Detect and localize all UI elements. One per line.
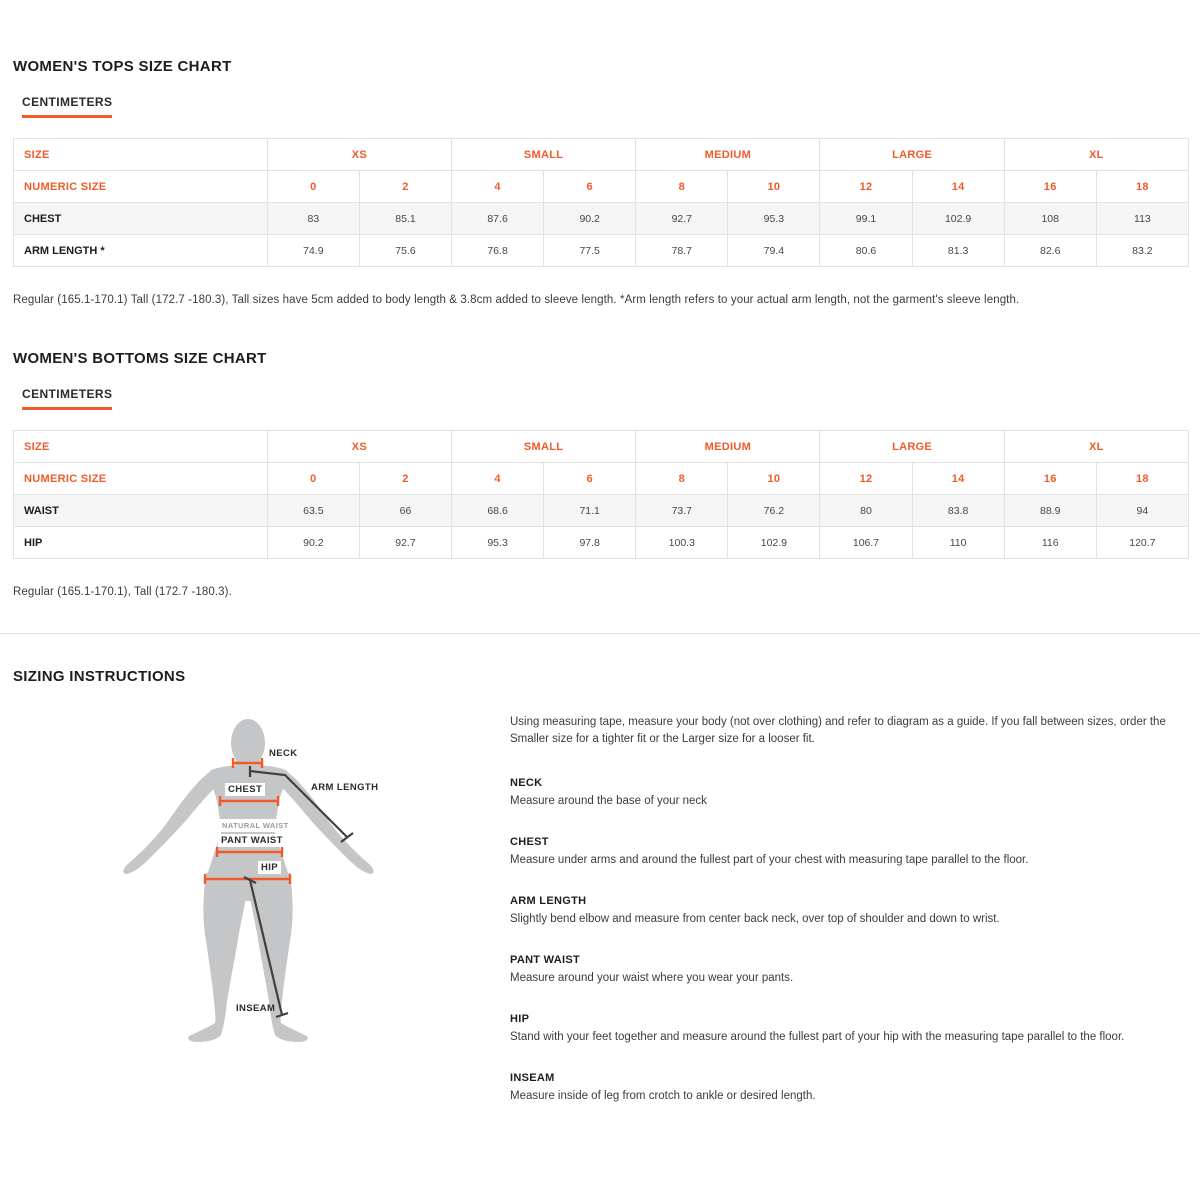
size-group-cell: MEDIUM — [636, 431, 820, 463]
instruction-text: Measure inside of leg from crotch to ankle or desired length. — [510, 1090, 816, 1102]
sizing-intro-text: Using measuring tape, measure your body (not over clothing) and refer to diagram as a guide. If you fall between sizes, order the Smaller size for a tighter fit or the Larger size for a looser fit. — [510, 716, 1166, 745]
measurement-value-cell: 90.2 — [267, 527, 359, 559]
numeric-size-cell: 10 — [728, 171, 820, 203]
numeric-size-cell: 12 — [820, 463, 912, 495]
measurement-value-cell: 108 — [1004, 203, 1096, 235]
numeric-size-cell: 4 — [452, 171, 544, 203]
measurement-value-cell: 95.3 — [728, 203, 820, 235]
tops-chart-title: WOMEN'S TOPS SIZE CHART — [13, 58, 232, 75]
measurement-value-cell: 68.6 — [452, 495, 544, 527]
numeric-size-cell: 0 — [267, 463, 359, 495]
measurement-value-cell: 100.3 — [636, 527, 728, 559]
sizing-instructions-title: SIZING INSTRUCTIONS — [13, 668, 186, 685]
size-corner-label: SIZE — [14, 139, 268, 171]
measurement-value-cell: 63.5 — [267, 495, 359, 527]
numeric-size-cell: 10 — [728, 463, 820, 495]
measurement-row — [14, 495, 1189, 527]
instruction-text: Measure around your waist where you wear your pants. — [510, 972, 794, 984]
instruction-item — [510, 836, 1169, 866]
measurement-value-cell: 71.1 — [544, 495, 636, 527]
numeric-size-cell: 18 — [1096, 171, 1188, 203]
measurement-row — [14, 235, 1189, 267]
measurement-value-cell: 87.6 — [452, 203, 544, 235]
numeric-size-row — [14, 463, 1189, 495]
measurement-row-label: WAIST — [14, 495, 268, 527]
instruction-text: Measure around the base of your neck — [510, 795, 707, 807]
instruction-text: Slightly bend elbow and measure from center back neck, over top of shoulder and down to wrist. — [510, 913, 1000, 925]
measurement-value-cell: 92.7 — [359, 527, 451, 559]
measurement-value-cell: 81.3 — [912, 235, 1004, 267]
measurement-value-cell: 85.1 — [359, 203, 451, 235]
size-group-cell: SMALL — [452, 431, 636, 463]
measurement-value-cell: 83 — [267, 203, 359, 235]
size-corner-label: SIZE — [14, 431, 268, 463]
numeric-size-cell: 16 — [1004, 463, 1096, 495]
diagram-column — [13, 701, 510, 1102]
instruction-label: PANT WAIST — [510, 954, 581, 966]
size-group-cell: XS — [267, 139, 451, 171]
bottoms-chart-note: Regular (165.1-170.1), Tall (172.7 -180.3). — [13, 586, 232, 598]
measurement-value-cell: 73.7 — [636, 495, 728, 527]
diagram-natural-waist-label: NATURAL WAIST — [216, 819, 295, 832]
instruction-item — [510, 954, 1169, 984]
bottoms-chart-title: WOMEN'S BOTTOMS SIZE CHART — [13, 350, 267, 367]
measurement-value-cell: 95.3 — [452, 527, 544, 559]
size-group-row — [14, 139, 1189, 171]
sizing-instructions-section — [13, 701, 1187, 1102]
numeric-size-cell: 16 — [1004, 171, 1096, 203]
instruction-label: CHEST — [510, 836, 549, 848]
instruction-item — [510, 777, 1169, 807]
measurement-value-cell: 79.4 — [728, 235, 820, 267]
numeric-size-cell: 6 — [544, 463, 636, 495]
size-group-row — [14, 431, 1189, 463]
silhouette-left-arm — [123, 771, 216, 874]
numeric-size-cell: 6 — [544, 171, 636, 203]
numeric-size-cell: 18 — [1096, 463, 1188, 495]
size-group-cell: XL — [1004, 139, 1188, 171]
instruction-label: INSEAM — [510, 1072, 555, 1084]
measurement-value-cell: 88.9 — [1004, 495, 1096, 527]
measurement-row-label: HIP — [14, 527, 268, 559]
numeric-size-cell: 12 — [820, 171, 912, 203]
measurement-value-cell: 97.8 — [544, 527, 636, 559]
numeric-size-label: NUMERIC SIZE — [14, 463, 268, 495]
diagram-arm-length-label: ARM LENGTH — [311, 782, 379, 793]
diagram-pant-waist-label: PANT WAIST — [218, 834, 286, 847]
measurement-value-cell: 83.2 — [1096, 235, 1188, 267]
numeric-size-cell: 2 — [359, 463, 451, 495]
numeric-size-cell: 0 — [267, 171, 359, 203]
instruction-label: ARM LENGTH — [510, 895, 587, 907]
instruction-item — [510, 1072, 1169, 1102]
measurement-value-cell: 82.6 — [1004, 235, 1096, 267]
measurement-row — [14, 527, 1189, 559]
measurement-row-label: CHEST — [14, 203, 268, 235]
body-silhouette-illustration — [119, 713, 379, 1053]
measurement-value-cell: 83.8 — [912, 495, 1004, 527]
measurement-value-cell: 110 — [912, 527, 1004, 559]
measurement-row — [14, 203, 1189, 235]
numeric-size-cell: 2 — [359, 171, 451, 203]
diagram-inseam-label: INSEAM — [236, 1003, 276, 1014]
size-group-cell: XS — [267, 431, 451, 463]
tops-size-table — [13, 138, 1189, 267]
measurement-value-cell: 120.7 — [1096, 527, 1188, 559]
bottoms-centimeters-tab[interactable]: CENTIMETERS — [22, 387, 112, 410]
measurement-value-cell: 78.7 — [636, 235, 728, 267]
measurement-value-cell: 94 — [1096, 495, 1188, 527]
instruction-label: NECK — [510, 777, 543, 789]
numeric-size-label: NUMERIC SIZE — [14, 171, 268, 203]
size-group-cell: LARGE — [820, 431, 1004, 463]
instruction-list — [510, 777, 1169, 1102]
measurement-value-cell: 76.8 — [452, 235, 544, 267]
diagram-chest-label: CHEST — [225, 783, 265, 796]
bottoms-size-table — [13, 430, 1189, 559]
size-group-cell: MEDIUM — [636, 139, 820, 171]
size-group-cell: SMALL — [452, 139, 636, 171]
measurement-value-cell: 77.5 — [544, 235, 636, 267]
instruction-text: Stand with your feet together and measure around the fullest part of your hip with the measuring tape parallel to the floor. — [510, 1031, 1125, 1043]
diagram-neck-label: NECK — [269, 748, 298, 759]
numeric-size-row — [14, 171, 1189, 203]
measurement-value-cell: 90.2 — [544, 203, 636, 235]
measurement-value-cell: 74.9 — [267, 235, 359, 267]
instruction-label: HIP — [510, 1013, 530, 1025]
instruction-text: Measure under arms and around the fullest part of your chest with measuring tape parallel to the floor. — [510, 854, 1029, 866]
measurement-value-cell: 80.6 — [820, 235, 912, 267]
instruction-item — [510, 1013, 1169, 1043]
measurement-value-cell: 66 — [359, 495, 451, 527]
body-measurement-diagram — [119, 713, 379, 1053]
measurement-value-cell: 80 — [820, 495, 912, 527]
instructions-column — [510, 701, 1187, 1102]
size-group-cell: LARGE — [820, 139, 1004, 171]
measurement-value-cell: 102.9 — [728, 527, 820, 559]
numeric-size-cell: 14 — [912, 463, 1004, 495]
size-group-cell: XL — [1004, 431, 1188, 463]
measurement-value-cell: 102.9 — [912, 203, 1004, 235]
measurement-value-cell: 106.7 — [820, 527, 912, 559]
measurement-value-cell: 99.1 — [820, 203, 912, 235]
numeric-size-cell: 4 — [452, 463, 544, 495]
measurement-row-label: ARM LENGTH * — [14, 235, 268, 267]
measurement-value-cell: 116 — [1004, 527, 1096, 559]
numeric-size-cell: 8 — [636, 463, 728, 495]
measurement-value-cell: 92.7 — [636, 203, 728, 235]
tops-centimeters-tab[interactable]: CENTIMETERS — [22, 95, 112, 118]
instruction-item — [510, 895, 1169, 925]
tops-chart-note: Regular (165.1-170.1) Tall (172.7 -180.3), Tall sizes have 5cm added to body length & 3.8cm added to sleeve length. *Arm length refers to your actual arm length, not the garment's sleeve length. — [13, 294, 1020, 306]
measurement-value-cell: 76.2 — [728, 495, 820, 527]
silhouette-neck — [235, 749, 261, 767]
diagram-hip-label: HIP — [258, 861, 281, 874]
measurement-value-cell: 113 — [1096, 203, 1188, 235]
numeric-size-cell: 14 — [912, 171, 1004, 203]
measurement-value-cell: 75.6 — [359, 235, 451, 267]
numeric-size-cell: 8 — [636, 171, 728, 203]
